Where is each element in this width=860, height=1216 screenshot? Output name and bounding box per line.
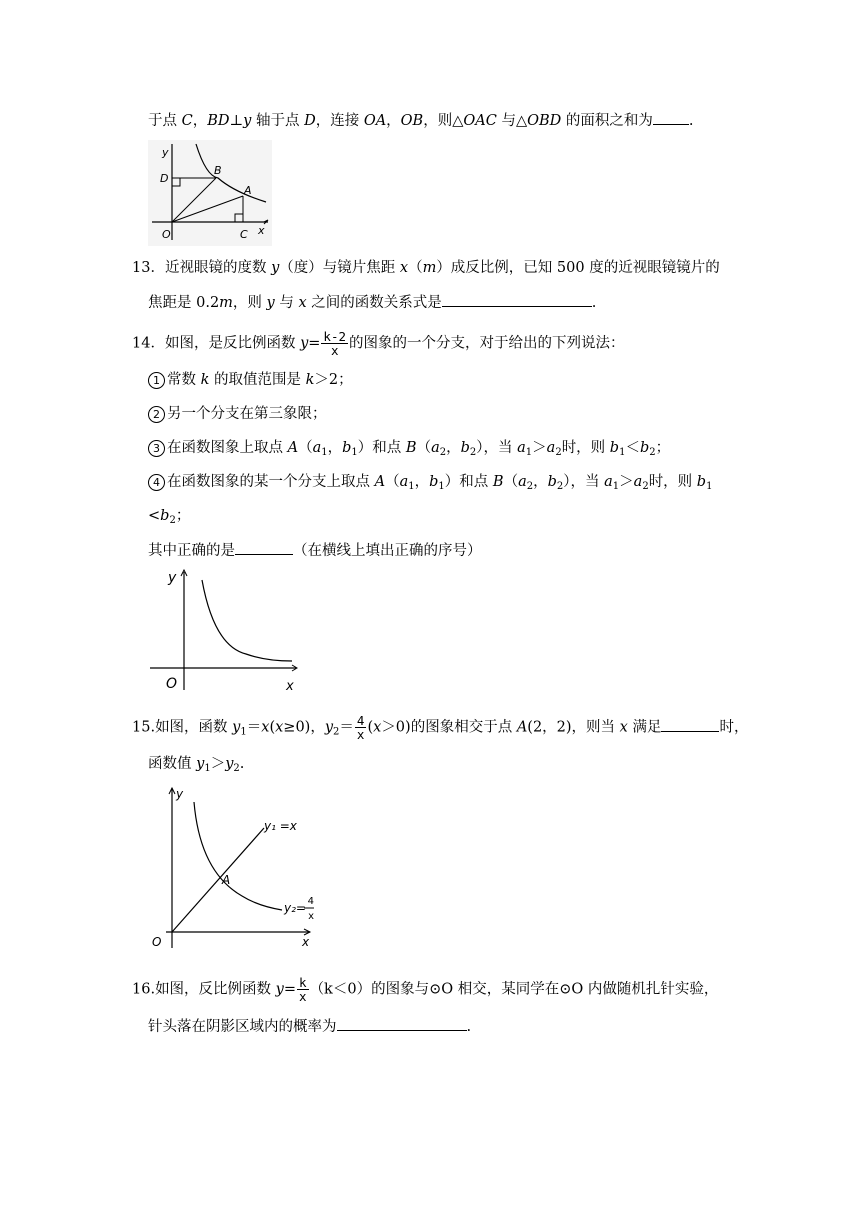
answer-blank bbox=[235, 540, 293, 555]
fig-frac-num: 4 bbox=[307, 896, 314, 907]
fig-label-B: B bbox=[214, 164, 222, 177]
fig-label-y: y bbox=[168, 570, 177, 586]
fig-label-x: x bbox=[258, 224, 265, 237]
q12-figure bbox=[148, 140, 272, 246]
fig-label-A: A bbox=[244, 184, 252, 197]
fig-label-x: x bbox=[286, 679, 294, 694]
fraction: $\frac{k}{x}$ bbox=[299, 975, 307, 1004]
fig-label-y1: y₁ =x bbox=[264, 819, 297, 833]
fig-label-x: x bbox=[302, 935, 310, 949]
q14-answer-line: 其中正确的是 （在横线上填出正确的序号） bbox=[148, 540, 482, 561]
answer-blank bbox=[653, 110, 689, 125]
q14-statement-1: 1 常数 k 的取值范围是 k＞2； bbox=[148, 370, 353, 390]
q15-figure bbox=[146, 784, 314, 952]
q14-statement-2: 2 另一个分支在第三象限； bbox=[148, 404, 327, 424]
answer-blank bbox=[661, 717, 719, 732]
fig-label-y2: y₂= bbox=[284, 901, 306, 915]
q15-line2: 函数值 $y_1>y_2$. bbox=[148, 756, 245, 774]
q12-text-line: 于点 C，BD⊥y 轴于点 D，连接 OA，OB，则△OAC 与△OBD 的面积之和为 . bbox=[148, 110, 694, 131]
fig-label-y: y bbox=[162, 146, 169, 159]
fig-label-O: O bbox=[152, 935, 162, 949]
fraction: $\frac{4}{x}$ bbox=[356, 713, 365, 742]
q13-line1: 13．近视眼镜的度数 y（度）与镜片焦距 x（m）成反比例，已知 500 度的近视眼镜镜片的 bbox=[132, 260, 720, 276]
fraction: $\frac{k-2}{x}$ bbox=[323, 329, 346, 358]
q14-figure bbox=[146, 566, 302, 694]
q15-line1: 15.如图，函数 $y_1=x(x\ge 0)$，$y_2=$ $\frac{4}{x}$ (x＞0)的图象相交于点 A(2，2)，则当 x 满足 时， bbox=[132, 713, 749, 742]
q14-statement-3: 3 在函数图象上取点 $A(a_1$，$b_1$）和点 $B(a_2$，$b_2$），当 $a_1>a_2$时，则 $b_1<b_2$； bbox=[148, 438, 670, 458]
fig-label-O: O bbox=[162, 228, 171, 241]
fig-label-O: O bbox=[166, 676, 178, 692]
answer-blank bbox=[442, 292, 592, 307]
q13-line2: 焦距是 0.2m，则 y 与 x 之间的函数关系式是 . bbox=[148, 292, 596, 313]
fig-label-A: A bbox=[222, 873, 231, 887]
q16-line1: 16.如图，反比例函数 y= $\frac{k}{x}$ （k＜0）的图象与⊙O 相交，某同学在⊙O 内做随机扎针实验， bbox=[132, 975, 719, 1004]
fig-frac-den: x bbox=[308, 911, 314, 922]
q14-intro: 14．如图，是反比例函数 y= $\frac{k-2}{x}$ 的图象的一个分支，对于给出的下列说法： bbox=[132, 329, 625, 358]
fig-label-D: D bbox=[160, 172, 169, 185]
answer-blank bbox=[337, 1016, 467, 1031]
q16-line2: 针头落在阴影区域内的概率为 . bbox=[148, 1016, 471, 1037]
q14-statement-4-cont: $<b_2$； bbox=[148, 508, 191, 526]
q14-statement-4: 4 在函数图象的某一个分支上取点 $A(a_1$，$b_1$）和点 $B(a_2$，$b_2$），当 $a_1>a_2$时，则 $b_1$ bbox=[148, 472, 712, 492]
fig-label-C: C bbox=[240, 228, 248, 241]
fig-label-y: y bbox=[176, 787, 184, 801]
